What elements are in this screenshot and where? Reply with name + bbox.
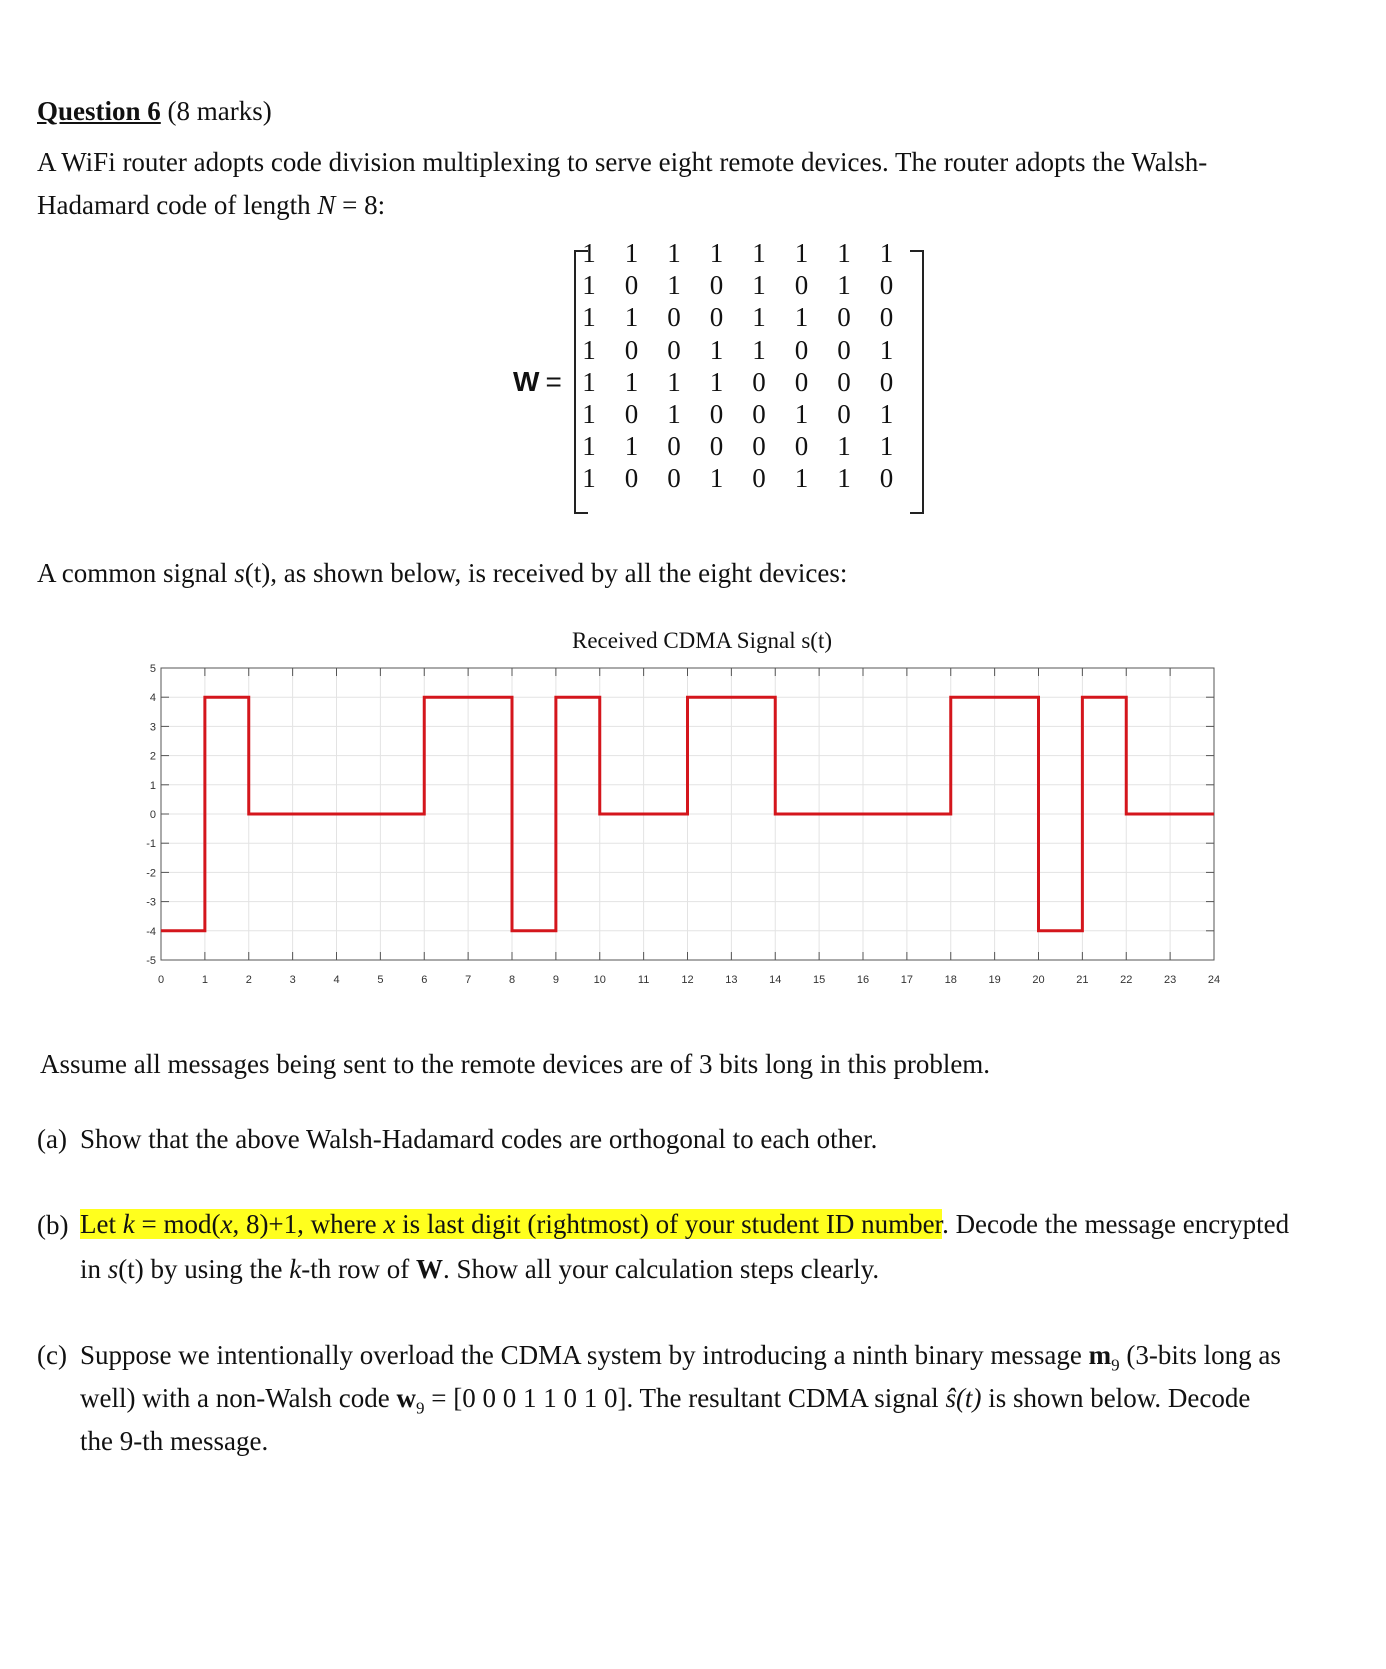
question-title <box>37 96 272 127</box>
matrix-cell: 0 <box>794 270 809 301</box>
y-tick-label: 5 <box>149 663 156 675</box>
y-tick-label: 3 <box>149 721 156 734</box>
matrix-cell: 1 <box>582 334 596 365</box>
matrix-cell: 1 <box>837 238 851 268</box>
part-a-text: Show that the above Walsh-Hadamard codes are orthogonal to each other. <box>80 1124 878 1154</box>
matrix-cell: 1 <box>752 302 766 333</box>
matrix-cell: 1 <box>794 463 809 494</box>
y-tick-label: -4 <box>146 925 156 938</box>
assumption-text: Assume all messages being sent to the remote devices are of 3 bits long in this problem. <box>40 1049 991 1079</box>
question-marks: (8 marks) <box>167 96 272 126</box>
matrix-cell: 0 <box>879 463 894 494</box>
matrix-row <box>574 333 924 367</box>
matrix-cell: 0 <box>794 334 809 365</box>
matrix-cell: 1 <box>709 238 724 268</box>
y-tick-label: 1 <box>149 779 156 792</box>
part-b-highlight: Let k = mod(x, 8)+1, where x is last digit (rightmost) of your student ID number <box>80 1209 943 1239</box>
x-tick-label: 15 <box>813 974 826 986</box>
matrix-cell: 0 <box>879 270 894 301</box>
matrix-cell: 0 <box>667 431 681 462</box>
matrix-cell: 0 <box>667 463 681 494</box>
x-tick-label: 10 <box>593 974 606 986</box>
part-c-line-3: the 9-th message. <box>80 1426 269 1456</box>
matrix-cell: 1 <box>624 302 639 333</box>
matrix-cell: 1 <box>879 399 894 429</box>
part-a <box>37 1122 67 1156</box>
matrix-cell: 0 <box>837 302 851 333</box>
intro-line-1: A WiFi router adopts code division multiplexing to serve eight remote devices. The router adopts the Walsh- <box>37 147 1208 177</box>
matrix-row <box>574 365 924 399</box>
matrix-cell: 1 <box>709 334 724 365</box>
matrix-cell: 1 <box>624 366 639 397</box>
matrix-cell: 1 <box>667 399 681 429</box>
x-tick-label: 2 <box>245 974 252 986</box>
chart-title: Received CDMA Signal s(t) <box>572 628 832 653</box>
x-tick-label: 14 <box>769 974 782 986</box>
matrix-cell: 0 <box>624 270 639 301</box>
part-c-line-1: Suppose we intentionally overload the CDMA system by introducing a ninth binary message $m_9$ (3-bits long as <box>80 1340 1281 1375</box>
matrix-cell: 0 <box>837 399 851 429</box>
x-tick-label: 1 <box>201 974 208 986</box>
y-tick-label: -5 <box>146 955 156 967</box>
matrix-row <box>574 268 924 302</box>
matrix-cell: 1 <box>582 270 596 301</box>
matrix-cell: 0 <box>709 431 724 462</box>
matrix-cell: 1 <box>879 238 894 268</box>
matrix-cell: 1 <box>879 431 894 462</box>
part-c-label: (c) <box>37 1340 67 1370</box>
x-tick-label: 6 <box>421 974 428 986</box>
matrix-cell: 1 <box>582 463 596 494</box>
walsh-matrix <box>574 238 924 515</box>
matrix-row <box>574 397 924 431</box>
matrix-cell: 0 <box>624 334 639 365</box>
matrix-cell: 1 <box>752 270 766 301</box>
x-tick-label: 4 <box>333 974 340 986</box>
matrix-cell: 0 <box>794 431 809 462</box>
matrix-cell: 0 <box>752 366 766 397</box>
part-c-line-2: well) with a non-Walsh code $w_9 = [0$ 0 0 1 1 0 1 0]. The resultant CDMA signal ŝ(t) is shown below. Decode <box>80 1383 1251 1418</box>
matrix-cell: 1 <box>794 302 809 333</box>
matrix-cell: 0 <box>709 270 724 301</box>
x-tick-label: 0 <box>157 974 165 986</box>
matrix-cell: 1 <box>752 334 766 365</box>
matrix-cell: 0 <box>709 302 724 333</box>
y-tick-label: -2 <box>146 867 156 880</box>
matrix-label: W = <box>513 366 562 397</box>
y-tick-label: 0 <box>149 809 156 821</box>
x-tick-label: 16 <box>856 974 870 986</box>
matrix-cell: 0 <box>752 399 766 429</box>
part-b-label: (b) <box>37 1210 69 1240</box>
matrix-cell: 0 <box>624 399 639 429</box>
matrix-cell: 1 <box>837 463 851 494</box>
matrix-cell: 1 <box>709 366 724 397</box>
x-tick-label: 20 <box>1032 974 1045 986</box>
x-tick-label: 17 <box>900 974 913 986</box>
x-tick-label: 5 <box>377 974 384 986</box>
cdma-signal-chart <box>146 663 1288 1008</box>
x-tick-label: 12 <box>681 974 694 986</box>
x-tick-label: 13 <box>725 974 738 986</box>
x-tick-label: 18 <box>944 974 957 986</box>
x-tick-label: 9 <box>552 974 559 986</box>
x-tick-label: 11 <box>637 974 650 986</box>
matrix-cell: 1 <box>667 238 681 268</box>
x-tick-label: 24 <box>1207 974 1221 986</box>
matrix-cell: 0 <box>752 463 766 494</box>
x-tick-label: 22 <box>1120 974 1133 986</box>
matrix-cell: 0 <box>752 431 766 462</box>
y-tick-label: 4 <box>149 692 156 705</box>
x-tick-label: 19 <box>988 974 1001 986</box>
matrix-cell: 1 <box>667 270 681 301</box>
x-tick-label: 23 <box>1164 974 1177 986</box>
matrix-cell: 1 <box>709 463 724 494</box>
matrix-cell: 1 <box>794 238 809 268</box>
matrix-cell: 1 <box>837 431 851 462</box>
matrix-cell: 0 <box>837 366 851 397</box>
matrix-cell: 0 <box>837 334 851 365</box>
matrix-cell: 0 <box>667 302 681 333</box>
matrix-cell: 1 <box>582 399 596 429</box>
x-tick-label: 21 <box>1076 974 1089 986</box>
matrix-row <box>574 429 924 463</box>
matrix-cell: 1 <box>624 431 639 462</box>
intro-line-2: Hadamard code of length N = 8: <box>37 190 386 220</box>
matrix-cell: 1 <box>837 270 851 301</box>
matrix-cell: 1 <box>794 399 809 429</box>
matrix-row <box>574 300 924 334</box>
y-tick-label: -1 <box>146 838 156 851</box>
matrix-cell: 1 <box>582 302 596 333</box>
signal-description: A common signal s(t), as shown below, is received by all the eight devices: <box>37 558 848 588</box>
part-a-label: (a) <box>37 1124 67 1154</box>
matrix-cell: 1 <box>624 238 639 268</box>
matrix-cell: 1 <box>667 366 681 397</box>
x-tick-label: 3 <box>289 974 296 986</box>
matrix-cell: 0 <box>709 399 724 429</box>
matrix-cell: 0 <box>794 366 809 397</box>
matrix-cell: 1 <box>879 334 894 365</box>
part-b-line-2: in s(t) by using the k-th row of W. Show all your calculation steps clearly. <box>80 1254 880 1284</box>
matrix-row <box>574 236 924 270</box>
matrix-row <box>574 461 924 495</box>
matrix-cell: 0 <box>667 334 681 365</box>
question-number: Question 6 <box>37 96 161 126</box>
matrix-cell: 1 <box>752 238 766 268</box>
matrix-cell: 1 <box>582 238 596 268</box>
y-tick-label: -3 <box>146 896 156 909</box>
matrix-cell: 1 <box>582 366 596 397</box>
matrix-cell: 0 <box>624 463 639 494</box>
part-b-line-1: Let k = mod(x, 8)+1, where x is last digit (rightmost) of your student ID number. Decode the message encrypted <box>80 1209 1290 1239</box>
x-tick-label: 8 <box>508 974 516 986</box>
y-tick-label: 2 <box>149 750 156 763</box>
x-tick-label: 7 <box>465 974 472 986</box>
matrix-cell: 1 <box>582 431 596 462</box>
matrix-cell: 0 <box>879 366 894 397</box>
matrix-cell: 0 <box>879 302 894 333</box>
